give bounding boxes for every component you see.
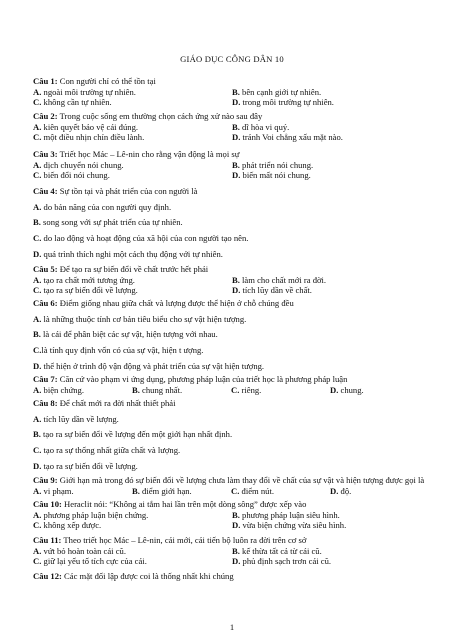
question-number: Câu 5: [33, 264, 58, 274]
option-a: do bản năng của con người quy định. [43, 201, 172, 212]
question-2: Câu 2: Trong cuộc sống em thường chọn cách ứng xử nào sau đây A. kiên quyết bảo vệ cái đúng. B. dĩ hòa vi quý. C. một điều nhịn chín điều lành. D. tránh Voi chẳng xấu mặt nào. [33, 111, 343, 143]
option-d: tránh Voi chẳng xấu mặt nào. [242, 132, 343, 143]
option-b: làm cho chất mới ra đời. [242, 274, 327, 285]
question-number: Câu 2: [33, 111, 58, 121]
question-number: Câu 10: [33, 499, 62, 509]
option-c: tạo ra sự thống nhất giữa chất và lượng. [43, 445, 181, 456]
option-c: một điều nhịn chín điều lành. [43, 132, 145, 143]
option-c: điểm nút. [241, 485, 274, 496]
option-c: không cần tự nhiên. [43, 97, 112, 108]
page-number: 1 [229, 622, 235, 632]
option-a: vi phạm. [43, 485, 74, 496]
question-number: Câu 7: [33, 374, 58, 384]
option-c: do lao động và hoạt động của xã hội của con người tạo nên. [43, 233, 249, 244]
question-number: Câu 11: [33, 535, 62, 545]
question-text: Các mặt đối lập được coi là thống nhất khi chúng [64, 571, 234, 581]
option-d: chung. [340, 384, 364, 395]
option-b: điểm giới hạn. [142, 485, 192, 496]
option-a: ngoài môi trường tự nhiên. [43, 86, 136, 97]
option-b: bên cạnh giới tự nhiên. [242, 86, 322, 97]
question-text: Sự tồn tại và phát triển của con người là [59, 186, 198, 196]
option-c: biến đổi nói chung. [43, 170, 110, 181]
option-a: tạo ra chất mới tương ứng. [43, 274, 135, 285]
option-a: phương pháp luận biện chứng. [43, 509, 149, 520]
question-number: Câu 8: [33, 398, 58, 408]
option-c: tạo ra sự biến đổi về lượng. [43, 285, 138, 296]
option-b: dĩ hòa vi quý. [242, 121, 290, 132]
option-c: giữ lại yếu tố tích cực của cái. [43, 556, 147, 567]
option-a: dịch chuyển nói chung. [43, 159, 124, 170]
question-number: Câu 3: [33, 149, 58, 159]
option-d: vừa biện chứng vừa siêu hình. [242, 520, 347, 531]
option-d: độ. [340, 485, 352, 496]
question-6: Câu 6: Điểm giống nhau giữa chất và lượng được thể hiện ở chỗ chúng đều A. là những thuộc tính cơ bản tiêu biểu cho sự vật hiện tượng. B. là cái để phân biệt các sự vật, hiện tượng với nhau. C.là tính quy định vốn có của sự vật, hiện t ượng. D. thể hiện ở trình độ vận động và phát triển của sự vật hiện tượng. [33, 298, 294, 371]
question-number: Câu 9: [33, 475, 58, 485]
question-7: Câu 7: Căn cứ vào phạm vi ứng dụng, phương pháp luận của triết học là phương pháp luận A. biện chứng. B. chung nhất. C. riêng. D. chung. [33, 374, 364, 395]
question-text: Heraclit nói: “Không ai tắm hai lần trên một dòng sông” được xếp vào [64, 499, 307, 509]
option-c: không xếp được. [43, 520, 102, 531]
option-b: phát triển nói chung. [242, 159, 314, 170]
question-3: Câu 3: Triết học Mác – Lê-nin cho rằng vận động là mọi sự A. dịch chuyển nói chung. B. phát triển nói chung. C. biến đổi nói chung. D. biến mất nói chung. [33, 149, 314, 181]
question-text: Để chất mới ra đời nhất thiết phải [59, 398, 176, 408]
option-c: riêng. [241, 384, 262, 395]
question-number: Câu 12: [33, 571, 62, 581]
question-text: Căn cứ vào phạm vi ứng dụng, phương pháp luận của triết học là phương pháp luận [59, 374, 348, 384]
option-a: vứt bỏ hoàn toàn cái cũ. [43, 545, 126, 556]
question-text: Con người chỉ có thể tồn tại [59, 76, 156, 86]
question-text: Theo triết học Mác – Lê-nin, cái mới, cái tiến bộ luôn ra đời trên cơ sở [63, 535, 307, 545]
option-b: chung nhất. [142, 384, 183, 395]
question-9: Câu 9: Giới hạn mà trong đó sự biến đổi về lượng chưa làm thay đổi về chất của sự vật và hiện tượng được gọi là A. vi phạm. B. điểm giới hạn. C. điểm nút. D. độ. [33, 475, 425, 496]
question-text: Điểm giống nhau giữa chất và lượng được thể hiện ở chỗ chúng đều [59, 298, 294, 308]
option-a: biện chứng. [43, 384, 84, 395]
question-1: Câu 1: Con người chỉ có thể tồn tại A. ngoài môi trường tự nhiên. B. bên cạnh giới tự nhiên. C. không cần tự nhiên. D. trong môi trường tự nhiên. [33, 76, 334, 108]
question-number: Câu 1: [33, 76, 58, 86]
question-4: Câu 4: Sự tồn tại và phát triển của con người là A. do bản năng của con người quy định. B. song song với sự phát triển của tự nhiên. C. do lao động và hoạt động của xã hội của con người tạo nên. D. quá trình thích nghi một cách thụ động với tự nhiên. [33, 186, 249, 259]
option-d: phủ định sạch trơn cái cũ. [242, 556, 332, 567]
question-11: Câu 11: Theo triết học Mác – Lê-nin, cái mới, cái tiến bộ luôn ra đời trên cơ sở A. vứt bỏ hoàn toàn cái cũ. B. kế thừa tất cả từ cái cũ. C. giữ lại yếu tố tích cực của cái. D. phủ định sạch trơn cái cũ. [33, 535, 332, 567]
option-b: song song với sự phát triển của tự nhiên. [43, 217, 183, 228]
question-number: Câu 4: [33, 186, 58, 196]
question-10: Câu 10: Heraclit nói: “Không ai tắm hai lần trên một dòng sông” được xếp vào A. phương pháp luận biện chứng. B. phương pháp luận siêu hình. C. không xếp được. D. vừa biện chứng vừa siêu hình. [33, 499, 347, 531]
option-d: thể hiện ở trình độ vận động và phát triển của sự vật hiện tượng. [43, 360, 265, 371]
option-a: là những thuộc tính cơ bản tiêu biểu cho sự vật hiện tượng. [43, 313, 247, 324]
option-d: quá trình thích nghi một cách thụ động với tự nhiên. [43, 248, 223, 259]
question-8: Câu 8: Để chất mới ra đời nhất thiết phải A. tích lũy dần về lượng. B. tạo ra sự biến đổi về lượng đến một giới hạn nhất định. C. tạo ra sự thống nhất giữa chất và lượng. D. tạo ra sự biến đổi về lượng. [33, 398, 233, 471]
option-d: tạo ra sự biến đổi về lượng. [43, 460, 138, 471]
question-text: Triết học Mác – Lê-nin cho rằng vận động là mọi sự [59, 149, 240, 159]
option-d: biến mất nói chung. [242, 170, 311, 181]
question-number: Câu 6: [33, 298, 58, 308]
option-b: phương pháp luận siêu hình. [242, 509, 340, 520]
question-text: Giới hạn mà trong đó sự biến đổi về lượng chưa làm thay đổi về chất của sự vật và hiện tượng được gọi là [59, 475, 425, 485]
option-a: kiên quyết bảo vệ cái đúng. [43, 121, 139, 132]
option-d: trong môi trường tự nhiên. [242, 97, 334, 108]
option-a: tích lũy dần về lượng. [43, 413, 119, 424]
option-b: kế thừa tất cả từ cái cũ. [242, 545, 322, 556]
option-d: tích lũy dần về chất. [242, 285, 312, 296]
option-b: tạo ra sự biến đổi về lượng đến một giới hạn nhất định. [43, 429, 233, 440]
question-5: Câu 5: Để tạo ra sự biến đổi về chất trước hết phải A. tạo ra chất mới tương ứng. B. làm cho chất mới ra đời. C. tạo ra sự biến đổi về lượng. D. tích lũy dần về chất. [33, 264, 327, 296]
question-text: Để tạo ra sự biến đổi về chất trước hết phải [59, 264, 209, 274]
question-text: Trong cuộc sống em thường chọn cách ứng xử nào sau đây [59, 111, 263, 121]
option-c: là tính quy định vốn có của sự vật, hiện t ượng. [41, 345, 204, 356]
question-12 [33, 571, 431, 582]
option-b: là cái để phân biệt các sự vật, hiện tượng với nhau. [43, 329, 218, 340]
document-title: GIÁO DỤC CÔNG DÂN 10 [180, 54, 284, 64]
